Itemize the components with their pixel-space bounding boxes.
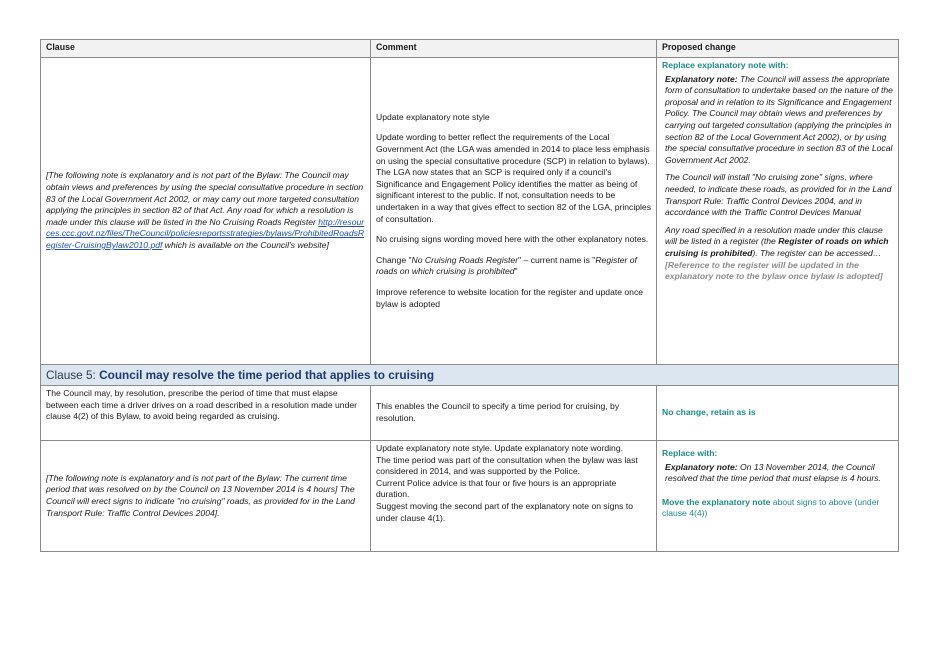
comment-cell: This enables the Council to specify a time period for cruising, by resolution. [371,386,657,441]
comment-paragraph: Update explanatory note style [376,111,490,122]
comment-paragraph: Current Police advice is that four or five hours is an appropriate duration. [376,477,617,500]
proposed-heading: Replace explanatory note with: [662,60,789,70]
clause-note-text-end: which is available on the Council's website] [164,239,329,250]
explanatory-note: [The following note is explanatory and is not part of the Bylaw: The current time period that was resolved on by the Council on 13 November 2014 is 4 hours] The Council will erect signs to indicate "no cruising" roads, as provided for in the Land Transport Rule: Traffic Control Devices 2004]. [46,472,355,518]
header-row [41,40,899,58]
comment-paragraph: The time period was part of the consultation when the bylaw was last considered in 2014, and was supported by the Police. [376,454,638,477]
register-name: Register of roads on which cruising is prohibited [665,236,889,258]
comment-cell [371,58,657,365]
header-clause: Clause [41,40,371,58]
proposed-cell [657,441,899,552]
proposed-cell [657,58,899,365]
clause-cell: The Council may, by resolution, prescribe the period of time that must elapse between each time a driver drives on a road described in a resolution made under clause 4(2) of this Bylaw, to avoid being regarded as cruising. [41,386,371,441]
comment-paragraph: No cruising signs wording moved here with the other explanatory notes. [376,234,649,245]
comment-text: " – current name is " [518,254,596,265]
proposed-text: The Council will assess the appropriate form of consultation to undertake based on the nature of the proposal and in relation to its Significance and Engagement Policy. The Council may obtain views and preferences by carrying out targeted consultation (applying the principles in section 82 of the Local Government Act 2002), or by using the special consultative procedure in section 83 of the Local Government Act 2002. [665,73,893,165]
register-link[interactable]: http://resources.ccc.govt.nz/files/TheCouncil/policiesreportsstrategies/bylaws/ProhibitedRoadsRegister-CruisingBylaw2010.pdf [46,216,365,250]
proposed-paragraph [662,74,893,167]
comment-text: Change " [376,254,412,265]
header-comment: Comment [371,40,657,58]
comment-paragraph [376,255,651,278]
register-reference-note: [Reference to the register will be updated in the explanatory note to the bylaw once bylaw is adopted] [665,259,883,282]
comment-paragraph: Improve reference to website location for the register and update once bylaw is adopted [376,286,644,309]
proposed-paragraph [662,225,893,283]
proposed-paragraph [662,497,893,520]
comment-paragraph: Update wording to better reflect the requirements of the Local Government Act (the LGA was amended in 2014 to place less emphasis on using the special consultative procedure (SCP) in relation to bylaws). The LGA now states that an SCP is required only if a council's Significance and Engagement Policy identifies the matter as being of significant interest to the public. If not, consultation needs to be undertaken in a way that gives effect to section 82 of the LGA, principles of consultation. [376,132,652,224]
table-row [41,58,899,365]
proposed-paragraph: The Council will install "No cruising zone" signs, where needed, to indicate these roads, as provided for in the Land Transport Rule: Traffic Control Devices 2004, and in accordance with the Traffic Control Devices Manual [665,172,892,218]
proposed-text: On 13 November 2014, the Council resolved that the time period that must elapse is 4 hours. [665,461,881,484]
section-row [41,365,899,386]
proposed-action: Move the explanatory note [662,496,771,507]
comment-paragraph: Update explanatory note style. Update explanatory note wording. [376,443,623,453]
comment-paragraph: Suggest moving the second part of the explanatory note on signs to under clause 4(1). [376,500,634,523]
clause-cell [41,441,371,552]
explanatory-note-label: Explanatory note: [665,461,738,472]
clause-cell [41,58,371,365]
header-proposed-change: Proposed change [657,40,899,58]
explanatory-note-label: Explanatory note: [665,73,738,84]
table-row [41,386,899,441]
proposed-text: about signs to above (under clause 4(4)) [662,496,880,519]
proposed-text: ). The register can be accessed… [752,247,882,258]
current-register-name: Register of roads on which cruising is prohibited [376,254,637,277]
clause-note-text: [The following note is explanatory and is not part of the Bylaw: The Council may obtain views and preferences by using the special consultative procedure in section 83 of the Local Government Act 2002, or may carry out more targeted consultation applying the principles in section 82 of that Act. Any road for which a resolution is made under this clause will be listed in the No Cruising Roads Register [46,170,364,227]
proposed-heading: Replace with: [662,448,718,458]
section-number: Clause 5: [46,368,100,382]
section-title: Council may resolve the time period that applies to cruising [99,368,435,382]
old-register-name: No Cruising Roads Register [411,254,519,265]
comment-cell [371,441,657,552]
proposed-paragraph [662,462,893,485]
comment-text: " [514,266,518,277]
section-heading [41,365,899,386]
comparison-table [40,39,899,552]
table-row [41,441,899,552]
proposed-text: Any road specified in a resolution made under this clause will be listed in a register (the [665,224,883,247]
proposed-cell: No change, retain as is [657,386,899,441]
explanatory-note [46,170,365,251]
